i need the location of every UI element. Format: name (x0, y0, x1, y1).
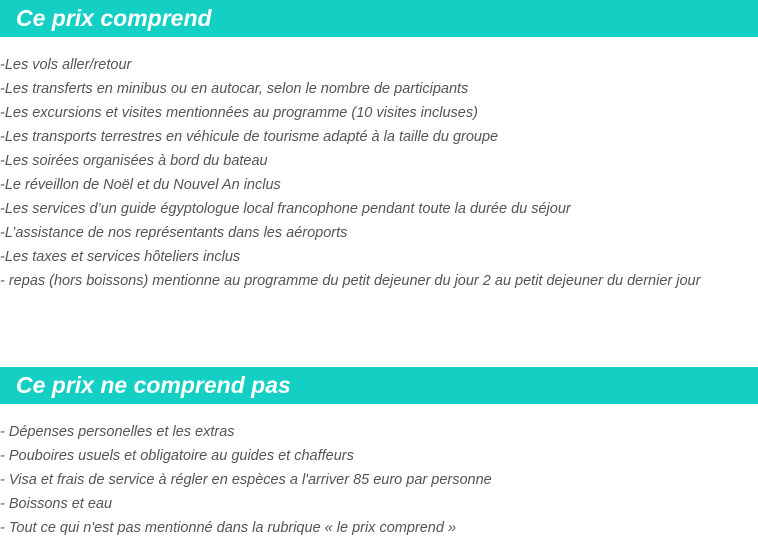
section-price-excludes (0, 367, 758, 536)
excluded-items-list (0, 420, 492, 540)
section-title-price-includes: Ce prix comprend (0, 0, 758, 37)
excluded-item: - Tout ce qui n'est pas mentionné dans la rubrique « le prix comprend » (0, 520, 457, 536)
included-item: -Les vols aller/retour (0, 57, 132, 73)
included-items-list (0, 53, 700, 293)
included-item: -Les excursions et visites mentionnées au programme (10 visites incluses) (0, 105, 478, 121)
included-item: -Les taxes et services hôteliers inclus (0, 249, 241, 265)
excluded-item: - Dépenses personelles et les extras (0, 424, 235, 440)
included-item: -L’assistance de nos représentants dans les aéroports (0, 225, 348, 241)
included-item: - repas (hors boissons) mentionne au programme du petit dejeuner du jour 2 au petit dejeuner du dernier jour (0, 273, 701, 289)
excluded-item: - Visa et frais de service à régler en espèces a l'arriver 85 euro par personne (0, 472, 492, 488)
section-title-price-excludes: Ce prix ne comprend pas (0, 367, 758, 404)
included-item: -Les transports terrestres en véhicule de tourisme adapté à la taille du groupe (0, 129, 499, 145)
included-item: -Le réveillon de Noël et du Nouvel An inclus (0, 177, 281, 193)
included-item: -Les services d’un guide égyptologue local francophone pendant toute la durée du séjour (0, 201, 571, 217)
included-item: -Les transferts en minibus ou en autocar, selon le nombre de participants (0, 81, 469, 97)
excluded-item: - Boissons et eau (0, 496, 113, 512)
included-item: -Les soirées organisées à bord du bateau (0, 153, 268, 169)
excluded-item: - Pouboires usuels et obligatoire au guides et chaffeurs (0, 448, 354, 464)
